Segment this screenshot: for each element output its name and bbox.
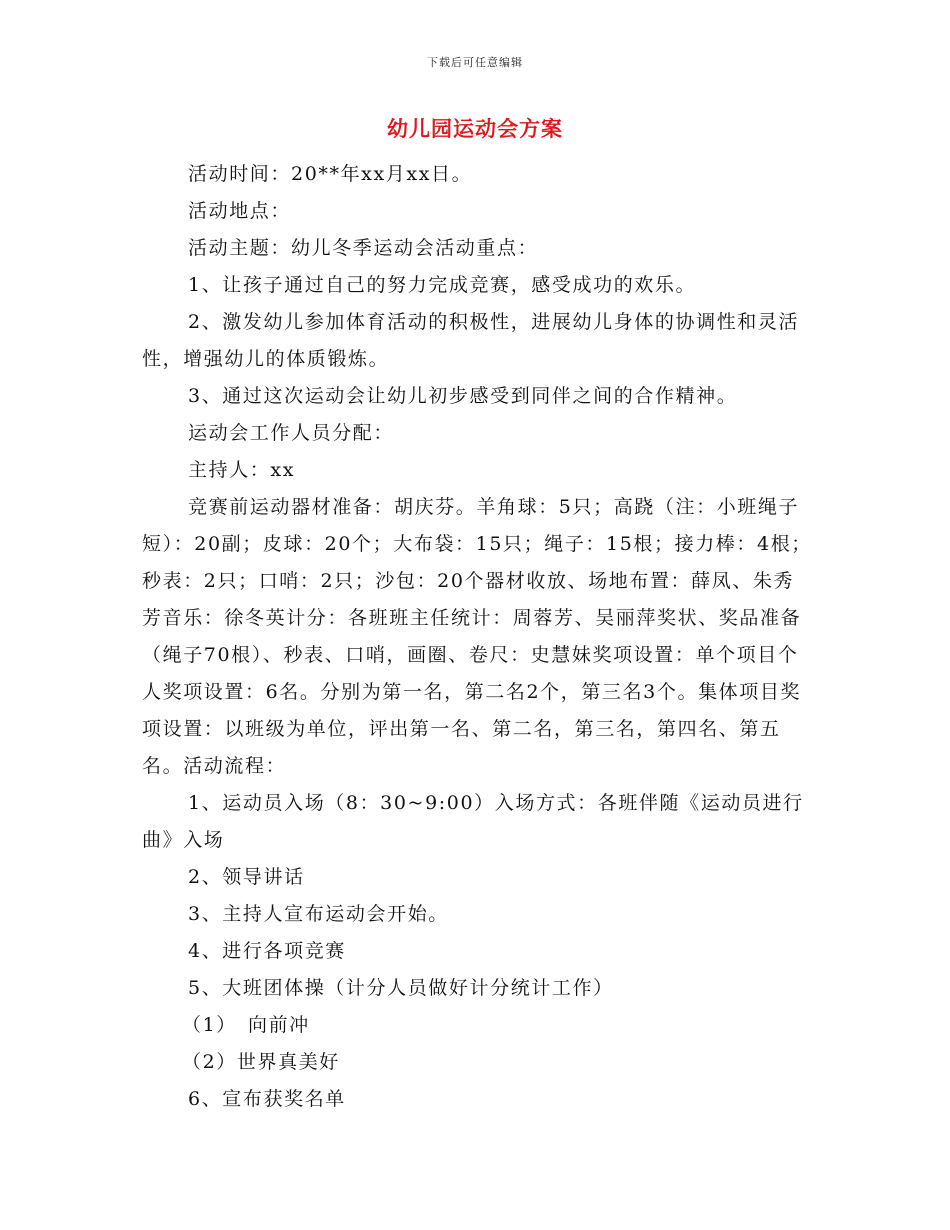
paragraph-staff-heading: 运动会工作人员分配： — [188, 422, 395, 444]
paragraph-flow-4: 4、进行各项竞赛 — [188, 940, 346, 962]
paragraph-flow-5: 5、大班团体操（计分人员做好计分统计工作） — [188, 977, 614, 999]
paragraph-flow-1: 1、运动员入场（8：30~9:00）入场方式：各班伴随《运动员进行曲》入场 — [142, 792, 804, 851]
paragraph-flow-6: 6、宣布获奖名单 — [188, 1088, 346, 1110]
paragraph-flow-5-item-1: （1） 向前冲 — [182, 1014, 310, 1036]
paragraph-activity-theme: 活动主题：幼儿冬季运动会活动重点： — [188, 237, 539, 259]
paragraph-host: 主持人：xx — [188, 459, 296, 481]
header-note: 下载后可任意编辑 — [427, 56, 523, 69]
paragraph-activity-time: 活动时间：20**年xx月xx日。 — [188, 163, 473, 185]
paragraph-goal-1: 1、让孩子通过自己的努力完成竞赛，感受成功的欢乐。 — [188, 274, 697, 296]
paragraph-goal-3: 3、通过这次运动会让幼儿初步感受到同伴之间的合作精神。 — [188, 385, 738, 407]
paragraph-goal-2: 2、激发幼儿参加体育活动的积极性，进展幼儿身体的协调性和灵活性，增强幼儿的体质锻炼。 — [142, 311, 800, 370]
paragraph-flow-2: 2、领导讲话 — [188, 866, 305, 888]
paragraph-activity-location: 活动地点： — [188, 200, 292, 222]
paragraph-flow-5-item-2: （2）世界真美好 — [182, 1051, 340, 1073]
paragraph-flow-3: 3、主持人宣布运动会开始。 — [188, 903, 449, 925]
document-body — [142, 156, 814, 1118]
paragraph-equipment: 竞赛前运动器材准备：胡庆芬。羊角球：5只；高跷（注：小班绳子短）：20副；皮球：20个；大布袋：15只；绳子：15根；接力棒：4根；秒表：2只；口哨：2只；沙包：20个器材收放、场地布置：薛凤、朱秀芳音乐：徐冬英计分：各班班主任统计：周蓉芳、吴丽萍奖状、奖品准备（绳子70根）、秒表、口哨，画圈、卷尺：史慧妹奖项设置：单个项目个人奖项设置：6名。分别为第一名，第二名2个，第三名3个。集体项目奖项设置：以班级为单位，评出第一名、第二名，第三名，第四名、第五名。活动流程： — [142, 496, 812, 777]
document-title: 幼儿园运动会方案 — [387, 116, 563, 141]
